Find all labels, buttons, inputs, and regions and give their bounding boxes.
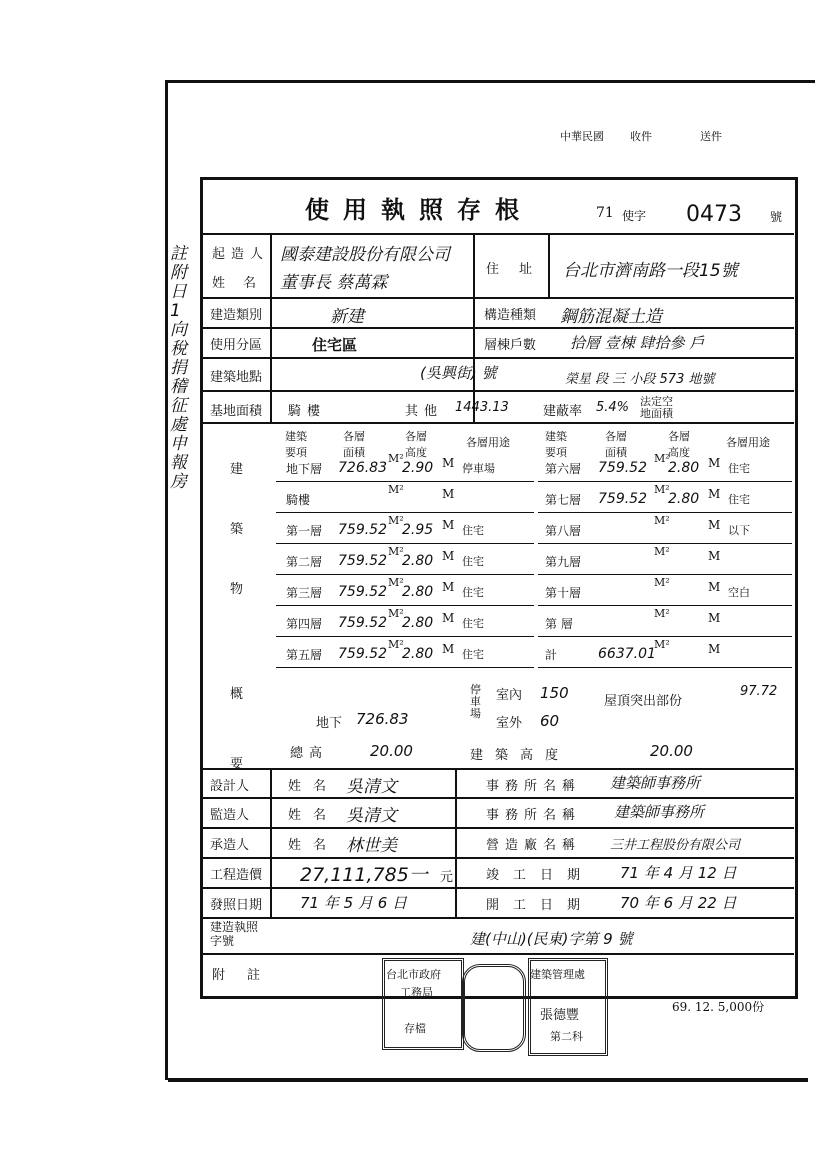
bottom-stamp-text-6: 第二科 (550, 1030, 583, 1043)
floor-header-area-r: 各層面積 (605, 430, 627, 459)
stamp-text-1: 中華民國 (560, 130, 604, 143)
floor-row-line (538, 636, 792, 637)
footer-print-info: 69. 12. 5,000份 (672, 1000, 765, 1014)
other-value: 1443.13 (455, 400, 509, 415)
floor-row-line (276, 543, 534, 544)
floor-area: 6637.01 (598, 646, 656, 662)
unit-m: M (442, 518, 455, 532)
basement-value: 726.83 (356, 710, 409, 728)
bottom-stamp-text-3: 存檔 (404, 1022, 426, 1035)
floor-name: 第八層 (545, 524, 582, 538)
unit-m2: M² (388, 545, 404, 558)
unit-m: M (442, 642, 455, 656)
supervisor-office-label: 事務所名稱 (486, 808, 582, 823)
floors-label: 層棟戶數 (484, 338, 537, 353)
unit-m: M (708, 487, 721, 501)
floor-use: 住宅 (462, 555, 484, 568)
floor-use: 住宅 (728, 462, 750, 475)
unit-m: M (442, 456, 455, 470)
cost-unit: 元 (440, 870, 454, 885)
other-label: 其他 (405, 404, 444, 419)
floor-header-height-r: 各層高度 (668, 430, 690, 459)
floor-name: 第五層 (286, 648, 323, 662)
floor-height: 2.90 (402, 460, 434, 476)
site-label: 建築地點 (210, 370, 263, 385)
address-label: 住址 (486, 262, 553, 277)
floor-row-line (538, 512, 792, 513)
unit-m2: M² (388, 607, 404, 620)
outdoor-value: 60 (540, 712, 560, 730)
issue-label: 發照日期 (210, 898, 263, 913)
col-line (455, 768, 457, 918)
floor-name: 計 (545, 648, 558, 662)
bottom-stamp-2 (462, 964, 526, 1052)
floor-height: 2.80 (402, 615, 434, 631)
floor-row-line (538, 667, 792, 668)
complete-value: 71 年 4 月 12 日 (620, 864, 737, 882)
floor-use: 住宅 (462, 524, 484, 537)
floor-height: 2.95 (402, 522, 434, 538)
open-label: 法定空地面積 (640, 395, 673, 420)
area-label: 基地面積 (210, 404, 263, 419)
floor-area: 759.52 (338, 522, 387, 538)
col-line (270, 768, 272, 918)
floor-height: 2.80 (668, 491, 700, 507)
supervisor-label: 監造人 (210, 808, 250, 823)
floor-name: 第 層 (545, 617, 573, 631)
floor-name: 第九層 (545, 555, 582, 569)
supervisor-name-label: 姓名 (288, 808, 339, 823)
floor-height: 2.80 (402, 584, 434, 600)
floor-name: 第一層 (286, 524, 323, 538)
row-line (200, 422, 794, 424)
unit-m2: M² (654, 607, 670, 620)
issue-value: 71 年 5 月 6 日 (300, 894, 408, 912)
bottom-stamp-text-2: 工務局 (400, 986, 433, 999)
floor-name: 地下層 (286, 462, 323, 476)
contractor-firm-label: 營造廠名稱 (486, 838, 582, 853)
total-height-label: 總高 (290, 746, 329, 761)
roof-value: 97.72 (740, 684, 778, 699)
floor-name: 第二層 (286, 555, 323, 569)
form-number-suffix: 號 (770, 210, 783, 224)
row-line (200, 390, 794, 392)
form-number: 0473 (686, 202, 742, 227)
row-line (200, 768, 794, 770)
unit-m2: M² (654, 514, 670, 527)
floor-row-line (276, 512, 534, 513)
parking-label: 停車場 (470, 683, 481, 720)
margin-note: 註附日1向稅捐稽征處申報房 (170, 244, 187, 492)
row-line (200, 887, 794, 889)
cost-value: 27,111,785一 (300, 864, 428, 886)
floor-use: 空白 (728, 586, 750, 599)
stamp-text-2: 收件 (630, 130, 652, 143)
page-border-left (165, 80, 168, 1080)
floor-area: 759.52 (598, 491, 647, 507)
unit-m: M (708, 642, 721, 656)
form-number-word: 使字 (622, 209, 647, 223)
designer-office: 建築師事務所 (610, 774, 701, 792)
stamp-text-3: 送件 (700, 130, 722, 143)
unit-m: M (708, 611, 721, 625)
floor-row-line (538, 574, 792, 575)
unit-m: M (708, 518, 721, 532)
col-line (270, 233, 272, 423)
indoor-label: 室內 (496, 688, 523, 703)
floor-name: 第六層 (545, 462, 582, 476)
outdoor-label: 室外 (496, 716, 523, 731)
remarks-label: 附註 (212, 968, 283, 983)
col-line (473, 233, 475, 423)
designer-name: 吳清文 (346, 777, 397, 797)
use-value: 住宅區 (312, 336, 358, 354)
page-border-top (165, 80, 815, 83)
floor-use: 住宅 (462, 586, 484, 599)
unit-m: M (442, 611, 455, 625)
floor-row-line (276, 481, 534, 482)
floor-name: 第十層 (545, 586, 582, 600)
row-line (200, 327, 794, 329)
bldg-height-label: 建築高度 (470, 748, 571, 763)
floor-row-line (538, 543, 792, 544)
row-line (200, 827, 794, 829)
header-stamp (560, 118, 780, 158)
row-line (200, 233, 794, 235)
builder-person: 董事長 蔡萬霖 (280, 273, 388, 293)
floor-header-area: 各層面積 (343, 430, 365, 459)
floor-name: 第三層 (286, 586, 323, 600)
total-height-value: 20.00 (370, 742, 413, 760)
coverage-value: 5.4% (596, 400, 630, 415)
designer-label: 設計人 (210, 779, 250, 794)
unit-m2: M² (654, 452, 670, 465)
floor-row-line (276, 574, 534, 575)
unit-m2: M² (654, 545, 670, 558)
row-line (200, 917, 794, 919)
side-label-building: 建築物 (230, 462, 244, 597)
permit-value: 建(中山)(民東)字第 9 號 (470, 930, 633, 948)
start-label: 開工日期 (486, 898, 595, 913)
address-value: 台北市濟南路一段15號 (563, 261, 738, 281)
unit-m: M (708, 549, 721, 563)
floor-header-use-r: 各層用途 (726, 436, 770, 449)
unit-m: M (708, 580, 721, 594)
floor-name: 騎樓 (286, 493, 311, 507)
floor-row-line (538, 481, 792, 482)
land-value: 榮星 段 三 小段 573 地號 (565, 372, 715, 387)
row-line (200, 357, 794, 359)
row-line (200, 797, 794, 799)
complete-label: 竣工日期 (486, 868, 595, 883)
floor-name: 第四層 (286, 617, 323, 631)
site-value: (吳興街) 號 (420, 364, 497, 382)
start-value: 70 年 6 月 22 日 (620, 894, 737, 912)
floor-area: 759.52 (598, 460, 647, 476)
unit-m2: M² (654, 483, 670, 496)
unit-m: M (442, 580, 455, 594)
floor-row-line (276, 605, 534, 606)
floor-use: 停車場 (462, 462, 495, 475)
row-line (200, 857, 794, 859)
unit-m2: M² (388, 638, 404, 651)
builder-label: 起造人 (212, 247, 270, 262)
floor-row-line (538, 605, 792, 606)
floor-name: 第七層 (545, 493, 582, 507)
builder-company: 國泰建設股份有限公司 (280, 245, 450, 265)
unit-m2: M² (388, 576, 404, 589)
contractor-label: 承造人 (210, 838, 250, 853)
page-border-bottom (168, 1078, 808, 1082)
floor-use: 住宅 (462, 617, 484, 630)
form-number-prefix: 71 (596, 205, 614, 221)
bottom-stamp-text-5: 張德豐 (540, 1008, 580, 1023)
coverage-label: 建蔽率 (543, 404, 583, 419)
floor-use: 住宅 (462, 648, 484, 661)
unit-m2: M² (654, 576, 670, 589)
unit-m: M (442, 549, 455, 563)
designer-name-label: 姓名 (288, 779, 339, 794)
designer-office-label: 事務所名稱 (486, 779, 582, 794)
floor-height: 2.80 (668, 460, 700, 476)
bldg-height-value: 20.00 (650, 742, 693, 760)
floor-header-height: 各層高度 (405, 430, 427, 459)
form-title: 使用執照存根 (305, 195, 533, 224)
floor-header-use: 各層用途 (466, 436, 510, 449)
category-label: 建造類別 (210, 308, 263, 323)
floor-use: 以下 (728, 524, 750, 537)
use-label: 使用分區 (210, 338, 263, 353)
floor-area: 759.52 (338, 646, 387, 662)
indoor-value: 150 (540, 684, 569, 702)
unit-m2: M² (388, 452, 404, 465)
contractor-name-label: 姓名 (288, 838, 339, 853)
floor-header-item-r: 建築要項 (545, 430, 567, 459)
structure-value: 鋼筋混凝土造 (560, 307, 662, 327)
arcade-label: 騎樓 (288, 404, 327, 419)
unit-m: M (442, 487, 455, 501)
cost-label: 工程造價 (210, 868, 263, 883)
floor-area: 759.52 (338, 615, 387, 631)
floor-header-item: 建築要項 (285, 430, 307, 459)
roof-label: 屋頂突出部份 (604, 694, 683, 709)
permit-label: 建造執照字號 (210, 920, 259, 948)
floor-use: 住宅 (728, 493, 750, 506)
unit-m2: M² (388, 514, 404, 527)
bottom-stamp-text-4: 建築管理處 (530, 968, 585, 981)
structure-label: 構造種類 (484, 308, 537, 323)
unit-m2: M² (654, 638, 670, 651)
floor-area: 759.52 (338, 584, 387, 600)
contractor-name: 林世美 (346, 836, 397, 856)
floor-height: 2.80 (402, 553, 434, 569)
floor-area: 759.52 (338, 553, 387, 569)
floor-area: 726.83 (338, 460, 387, 476)
unit-m: M (708, 456, 721, 470)
side-label-summary: 概要 (230, 687, 244, 772)
supervisor-name: 吳清文 (346, 806, 397, 826)
bottom-stamp-text-1: 台北市政府 (386, 968, 441, 981)
row-line (200, 297, 794, 299)
basement-label: 地下 (316, 716, 343, 731)
supervisor-office: 建築師事務所 (614, 803, 705, 821)
category-value: 新建 (330, 307, 364, 327)
row-line (200, 953, 794, 955)
floor-row-line (276, 667, 534, 668)
floor-height: 2.80 (402, 646, 434, 662)
name-label: 姓名 (212, 276, 275, 291)
floors-value: 拾層 壹棟 肆拾參 戶 (570, 334, 705, 352)
contractor-firm: 三井工程股份有限公司 (610, 838, 741, 853)
unit-m2: M² (388, 483, 404, 496)
floor-row-line (276, 636, 534, 637)
